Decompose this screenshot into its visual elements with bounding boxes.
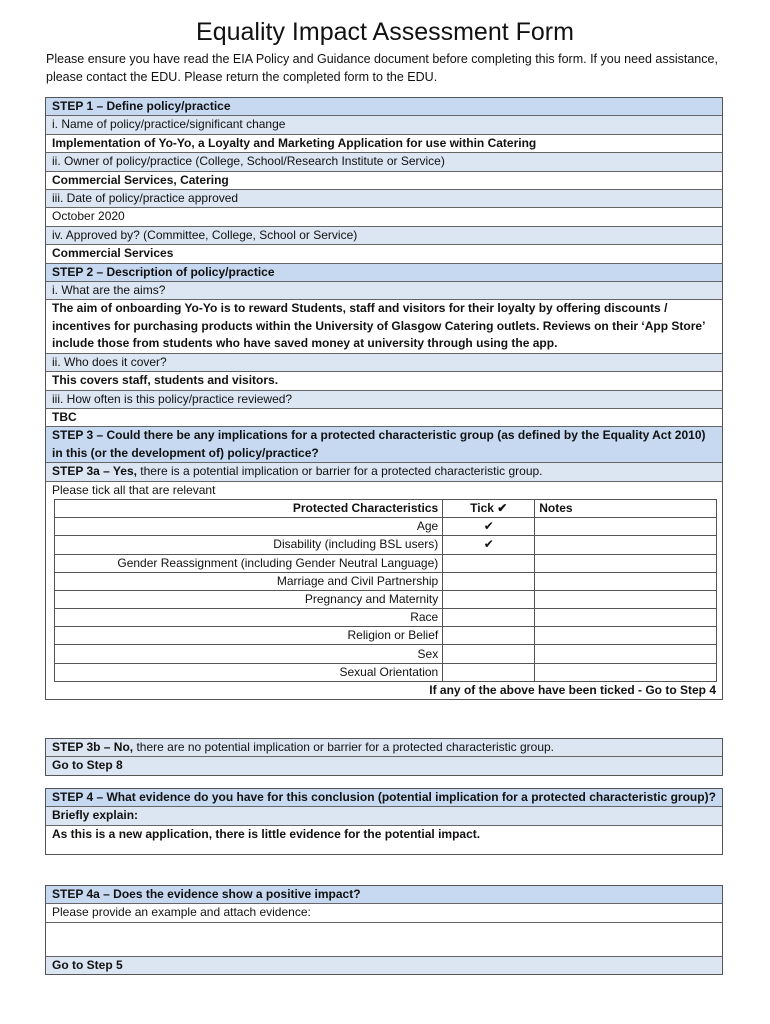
step1-q4-label: iv. Approved by? (Committee, College, School or Service) [46,227,722,245]
pc-notes-cell[interactable] [535,645,717,663]
step1-a3-field[interactable]: October 2020 [46,208,722,226]
step1-header: STEP 1 – Define policy/practice [46,98,722,116]
step3a-bold: STEP 3a – Yes, [52,464,137,479]
pc-tick-cell[interactable]: ✔ [443,518,535,536]
step3b-rest: there are no potential implication or barrier for a protected characteristic group. [133,740,555,754]
pc-row [55,536,717,554]
step2-q1-label: i. What are the aims? [46,282,722,300]
step3a-line [46,463,722,481]
step4-prompt: Briefly explain: [46,807,722,825]
intro-text: Please ensure you have read the EIA Policy and Guidance document before completing this form. If you need assistance, please contact the EDU. Please return the completed form to the EDU. [46,52,718,84]
pc-tick-cell[interactable] [443,609,535,627]
step1-q3-label: iii. Date of policy/practice approved [46,190,722,208]
step4-answer-field[interactable]: As this is a new application, there is little evidence for the potential impact. [52,826,481,841]
pc-characteristic: Gender Reassignment (including Gender Neutral Language) [55,554,443,572]
pc-body [55,518,717,682]
step1-a1-field[interactable]: Implementation of Yo-Yo, a Loyalty and Marketing Application for use within Catering [46,135,722,153]
step2-a1-field[interactable]: The aim of onboarding Yo-Yo is to reward Students, staff and visitors for their loyalty by offering discounts / incentives for purchasing products within the University of Glasgow Catering outlets. Reviews on their ‘App Store’ include those from students who have saved money at university through using the app. [46,300,722,353]
pc-col-characteristic: Protected Characteristics [55,499,443,517]
step1-q1-label: i. Name of policy/practice/significant change [46,116,722,134]
pc-notes-cell[interactable] [535,627,717,645]
pc-tick-cell[interactable] [443,590,535,608]
pc-header-row [55,499,717,517]
step3b-bold: STEP 3b – No, [52,740,134,754]
pc-col-tick: Tick ✔ [443,499,535,517]
pc-characteristic: Marriage and Civil Partnership [55,572,443,590]
pc-row [55,554,717,572]
pc-characteristic: Sex [55,645,443,663]
pc-characteristic: Disability (including BSL users) [55,536,443,554]
step4a-prompt: Please provide an example and attach evidence: [46,904,722,922]
pc-tick-cell[interactable] [443,554,535,572]
pc-row [55,590,717,608]
step3a-rest: there is a potential implication or barrier for a protected characteristic group. [136,464,543,479]
pc-row [55,518,717,536]
step4a-header: STEP 4a – Does the evidence show a positive impact? [46,886,722,904]
pc-tick-cell[interactable] [443,645,535,663]
step2-a2-field[interactable]: This covers staff, students and visitors. [46,372,722,390]
tick-prompt: Please tick all that are relevant [52,482,216,497]
pc-tick-cell[interactable] [443,627,535,645]
pc-characteristic: Pregnancy and Maternity [55,590,443,608]
pc-row [55,609,717,627]
pc-row [55,627,717,645]
step2-header: STEP 2 – Description of policy/practice [46,264,722,282]
pc-characteristic: Race [55,609,443,627]
pc-row [55,663,717,681]
pc-row [55,572,717,590]
pc-col-notes: Notes [535,499,717,517]
step4-header: STEP 4 – What evidence do you have for this conclusion (potential implication for a protected characteristic group)? [46,789,722,807]
pc-notes-cell[interactable] [535,590,717,608]
step1-a4-field[interactable]: Commercial Services [46,245,722,263]
step2-a3-field[interactable]: TBC [46,409,722,427]
step4-table [45,788,723,855]
pc-notes-cell[interactable] [535,663,717,681]
pc-notes-cell[interactable] [535,536,717,554]
step2-q2-label: ii. Who does it cover? [46,354,722,372]
step3b-goto: Go to Step 8 [46,757,722,774]
pc-notes-cell[interactable] [535,518,717,536]
pc-tick-cell[interactable]: ✔ [443,536,535,554]
step3a-section [46,482,722,699]
step3-goto: If any of the above have been ticked - Go to Step 4 [429,682,716,697]
protected-characteristics-table [54,499,717,682]
step2-q3-label: iii. How often is this policy/practice reviewed? [46,391,722,409]
step4a-answer-field[interactable] [46,923,722,957]
pc-characteristic: Religion or Belief [55,627,443,645]
pc-notes-cell[interactable] [535,609,717,627]
pc-tick-cell[interactable] [443,663,535,681]
step1-a2-field[interactable]: Commercial Services, Catering [46,172,722,190]
pc-characteristic: Age [55,518,443,536]
step3b-line [46,739,722,757]
form-title: Equality Impact Assessment Form [196,18,574,46]
step1-q2-label: ii. Owner of policy/practice (College, School/Research Institute or Service) [46,153,722,171]
step4a-table [45,885,723,975]
pc-row [55,645,717,663]
pc-notes-cell[interactable] [535,572,717,590]
step3b-table [45,738,723,776]
step3-header: STEP 3 – Could there be any implications for a protected characteristic group (as defined by the Equality Act 2010) in this (or the development of) policy/practice? [46,427,722,463]
pc-notes-cell[interactable] [535,554,717,572]
pc-characteristic: Sexual Orientation [55,663,443,681]
pc-tick-cell[interactable] [443,572,535,590]
step4a-goto: Go to Step 5 [46,957,722,974]
steps-1-3-table [45,97,723,700]
